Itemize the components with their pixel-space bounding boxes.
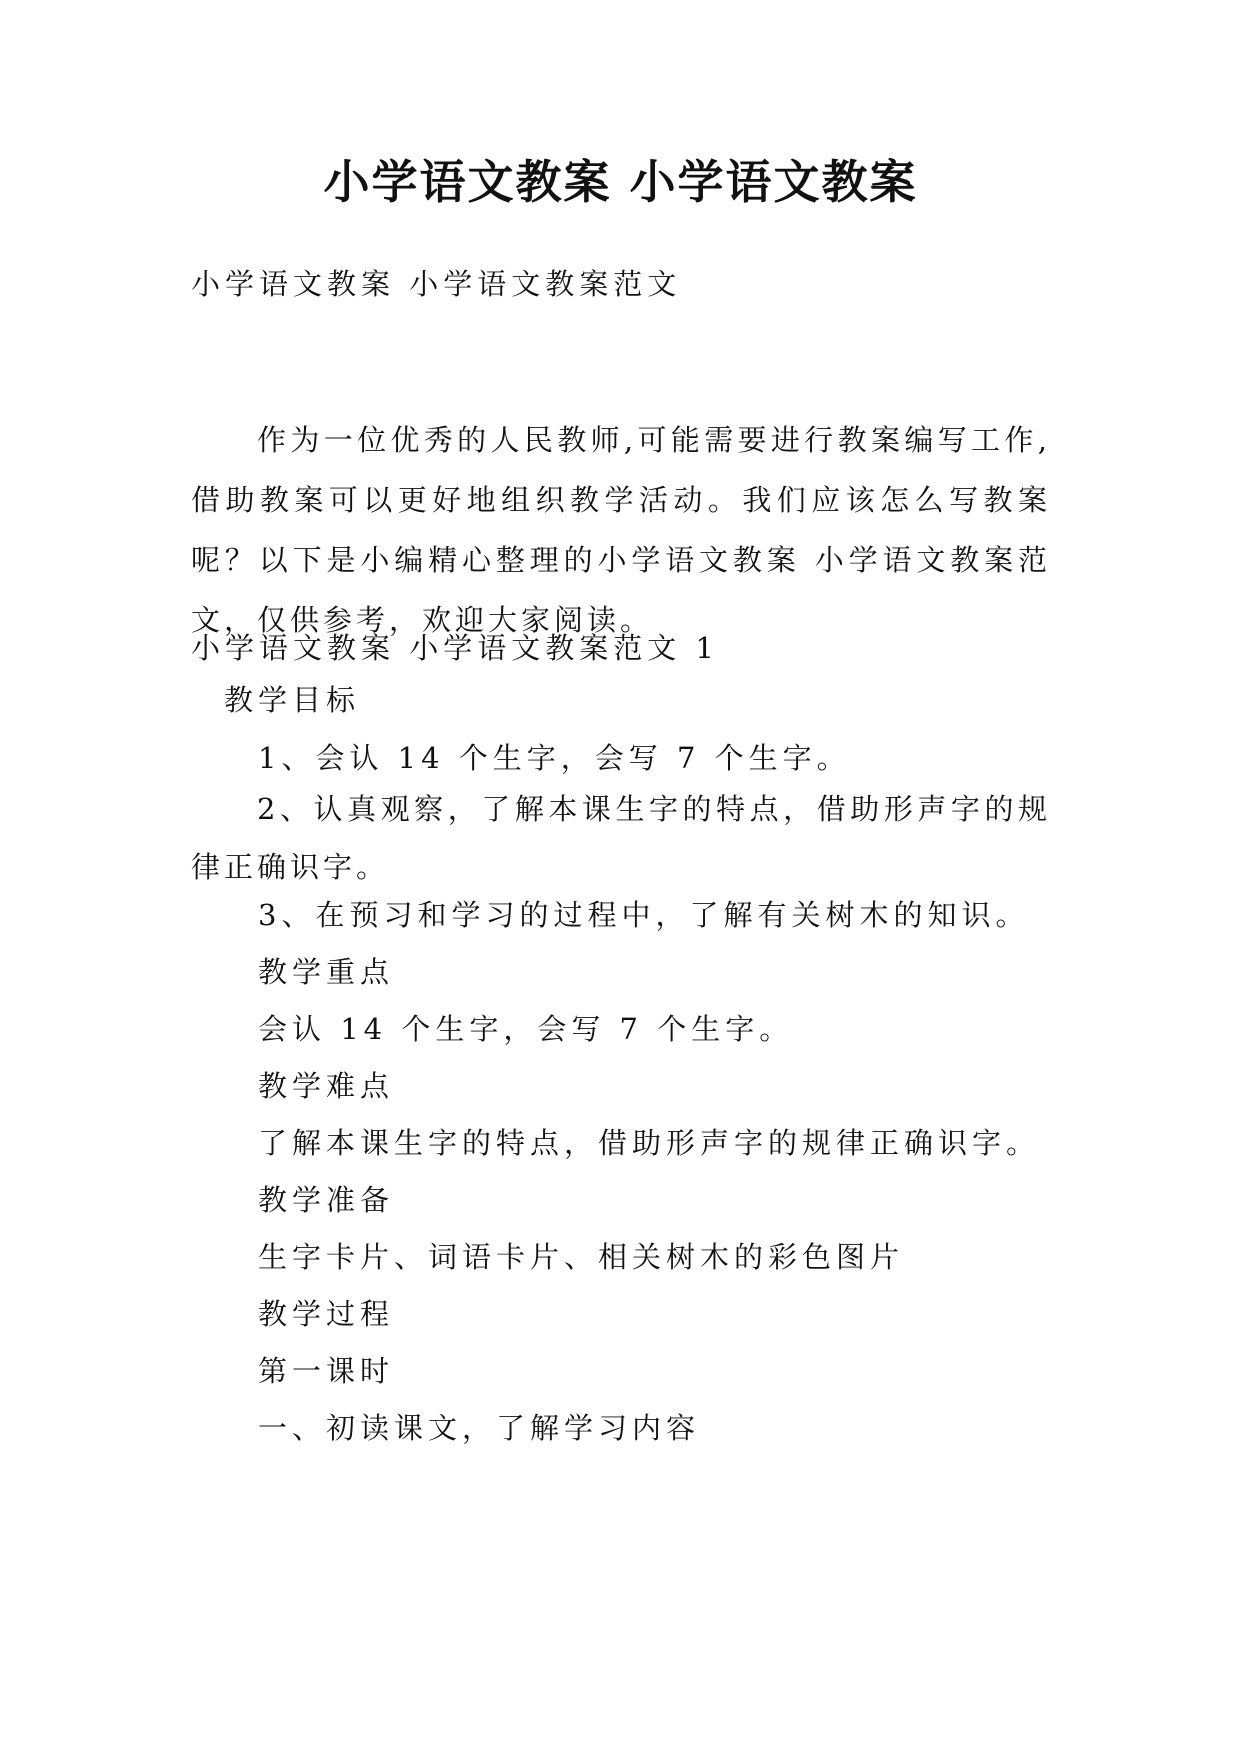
document-title: 小学语文教案 小学语文教案 [323, 155, 918, 209]
process-heading: 教学过程 [258, 1297, 395, 1331]
preparation-heading: 教学准备 [258, 1183, 395, 1217]
key-points-heading: 教学重点 [258, 955, 395, 989]
objective-1: 1、会认 14 个生字，会写 7 个生字。 [258, 741, 851, 775]
objective-2: 2、认真观察，了解本课生字的特点，借助形声字的规律正确识字。 [191, 792, 1051, 884]
objectives-heading: 教学目标 [224, 683, 361, 717]
section-heading: 小学语文教案 小学语文教案范文 1 [191, 631, 719, 665]
document-subtitle: 小学语文教案 小学语文教案范文 [191, 267, 682, 301]
objective-3: 3、在预习和学习的过程中，了解有关树木的知识。 [258, 898, 1030, 932]
step-1: 一、初读课文，了解学习内容 [258, 1411, 701, 1445]
difficulties-text: 了解本课生字的特点，借助形声字的规律正确识字。 [258, 1126, 1041, 1160]
intro-paragraph: 作为一位优秀的人民教师,可能需要进行教案编写工作,借助教案可以更好地组织教学活动。我们应该怎么写教案呢？以下是小编精心整理的小学语文教案 小学语文教案范文，仅供参考，欢迎大家阅读。 [191, 423, 1051, 637]
preparation-text: 生字卡片、词语卡片、相关树木的彩色图片 [258, 1240, 905, 1274]
difficulties-heading: 教学难点 [258, 1069, 395, 1103]
lesson-1-heading: 第一课时 [258, 1354, 395, 1388]
key-points-text: 会认 14 个生字，会写 7 个生字。 [258, 1012, 794, 1046]
